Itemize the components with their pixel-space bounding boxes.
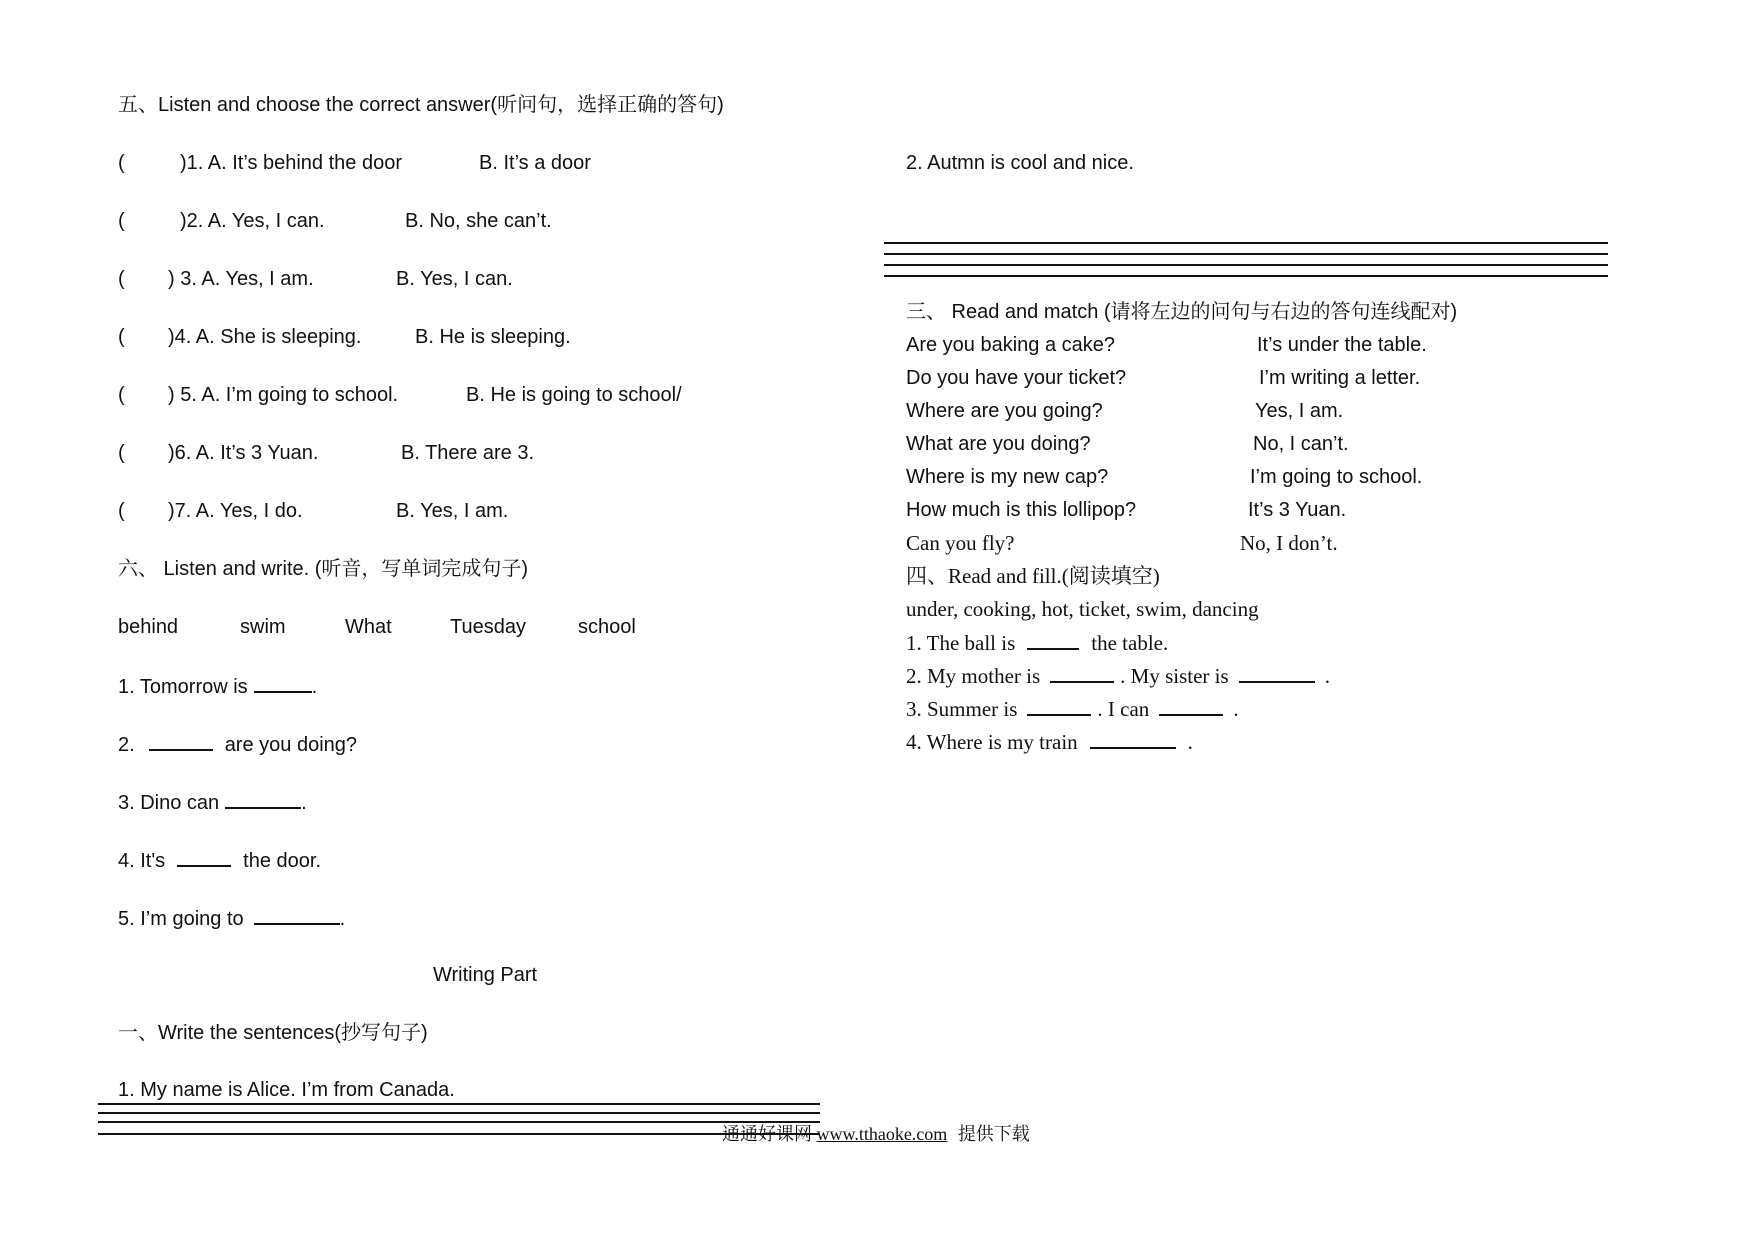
option-b: B. There are 3. <box>401 442 535 464</box>
read-fill-question-2 <box>906 663 1330 688</box>
writing-line[interactable] <box>98 1112 820 1114</box>
match-answer[interactable]: I’m going to school. <box>1250 466 1423 488</box>
word-bank-item: Tuesday <box>450 616 526 638</box>
list-item <box>118 325 125 349</box>
question-text: 4. It's <box>118 850 166 872</box>
question-text: 1. The ball is <box>906 631 1016 655</box>
writing-line[interactable] <box>884 275 1608 277</box>
match-question[interactable]: Are you baking a cake? <box>906 334 1116 356</box>
question-text: 2. My mother is <box>906 664 1041 688</box>
question-text: 4. Where is my train <box>906 730 1078 754</box>
read-fill-question-4 <box>906 729 1193 754</box>
fill-question-1 <box>118 673 317 699</box>
writing-line[interactable] <box>98 1133 820 1135</box>
question-text: . <box>1187 730 1193 754</box>
list-item <box>118 209 125 233</box>
footer-brand: 通通好课网 <box>722 1124 812 1144</box>
question-text: 3. Dino can <box>118 792 220 814</box>
answer-blank[interactable] <box>225 789 301 809</box>
question-text: . My sister is <box>1120 664 1229 688</box>
match-answer[interactable]: No, I don’t. <box>1240 531 1338 555</box>
fill-question-4 <box>118 847 321 873</box>
question-text: 1. Tomorrow is <box>118 676 248 698</box>
option-b: B. He is going to school/ <box>466 384 682 406</box>
list-item <box>118 151 125 175</box>
question-text: . <box>1233 697 1239 721</box>
answer-blank[interactable] <box>254 905 340 925</box>
match-answer[interactable]: No, I can’t. <box>1253 433 1349 455</box>
list-item <box>118 499 125 523</box>
answer-blank[interactable] <box>1239 663 1315 683</box>
question-text: . I can <box>1097 697 1150 721</box>
section4-word-list: under, cooking, hot, ticket, swim, dancing <box>906 597 1259 621</box>
option-a: ) 3. A. Yes, I am. <box>168 268 314 290</box>
question-text: 5. I’m going to <box>118 908 244 930</box>
option-a: )2. A. Yes, I can. <box>180 210 325 232</box>
answer-paren[interactable]: ( <box>118 442 125 464</box>
question-text: are you doing? <box>224 734 358 756</box>
list-item <box>118 267 125 291</box>
match-question[interactable]: Do you have your ticket? <box>906 367 1127 389</box>
section3-title: 三、 Read and match (请将左边的问句与右边的答句连线配对) <box>906 301 1458 323</box>
question-text: 3. Summer is <box>906 697 1018 721</box>
option-b: B. He is sleeping. <box>415 326 571 348</box>
writing-line[interactable] <box>884 253 1608 255</box>
answer-paren[interactable]: ( <box>118 152 125 174</box>
match-question[interactable]: What are you doing? <box>906 433 1091 455</box>
section4-title: 四、Read and fill.(阅读填空) <box>906 564 1160 588</box>
copy-sentence-2: 2. Autmn is cool and nice. <box>906 152 1134 174</box>
writing-part-heading: Writing Part <box>433 964 538 986</box>
answer-blank[interactable] <box>1027 630 1079 650</box>
copy-sentence-1: 1. My name is Alice. I’m from Canada. <box>118 1079 455 1101</box>
option-b: B. Yes, I can. <box>396 268 513 290</box>
list-item <box>118 441 125 465</box>
fill-question-5 <box>118 905 345 931</box>
fill-question-2 <box>118 731 357 757</box>
match-question[interactable]: How much is this lollipop? <box>906 499 1137 521</box>
question-text: 2. <box>118 734 135 756</box>
writing-line[interactable] <box>884 242 1608 244</box>
writing-line[interactable] <box>98 1121 820 1123</box>
answer-paren[interactable]: ( <box>118 268 125 290</box>
writing-section1-title: 一、Write the sentences(抄写句子) <box>118 1022 428 1044</box>
footer-site-link[interactable]: www.tthaoke.com <box>816 1124 948 1144</box>
word-bank-item: behind <box>118 616 179 638</box>
writing-line[interactable] <box>98 1103 820 1105</box>
read-fill-question-3 <box>906 696 1239 721</box>
question-text: . <box>1324 664 1330 688</box>
option-b: B. It’s a door <box>479 152 591 174</box>
option-a: ) 5. A. I’m going to school. <box>168 384 399 406</box>
answer-blank[interactable] <box>177 847 231 867</box>
option-a: )4. A. She is sleeping. <box>168 326 362 348</box>
match-answer[interactable]: Yes, I am. <box>1255 400 1344 422</box>
question-text: . <box>311 676 318 698</box>
answer-blank[interactable] <box>254 673 312 693</box>
answer-blank[interactable] <box>1050 663 1114 683</box>
match-question[interactable]: Where is my new cap? <box>906 466 1109 488</box>
section5-title: 五、Listen and choose the correct answer(听问句，选择正确的答句) <box>118 94 724 116</box>
section6-title: 六、 Listen and write. (听音，写单词完成句子) <box>118 558 529 580</box>
writing-line[interactable] <box>884 264 1608 266</box>
option-a: )6. A. It’s 3 Yuan. <box>168 442 319 464</box>
match-answer[interactable]: It’s under the table. <box>1257 334 1427 356</box>
answer-paren[interactable]: ( <box>118 326 125 348</box>
option-b: B. No, she can’t. <box>405 210 552 232</box>
answer-blank[interactable] <box>1159 696 1223 716</box>
option-b: B. Yes, I am. <box>396 500 509 522</box>
footer-suffix: 提供下载 <box>957 1124 1030 1144</box>
word-bank-item: swim <box>240 616 286 638</box>
answer-blank[interactable] <box>149 731 213 751</box>
list-item <box>118 383 125 407</box>
fill-question-3 <box>118 789 307 815</box>
match-answer[interactable]: It’s 3 Yuan. <box>1248 499 1347 521</box>
answer-paren[interactable]: ( <box>118 500 125 522</box>
option-a: )7. A. Yes, I do. <box>168 500 303 522</box>
question-text: the door. <box>243 850 322 872</box>
match-question[interactable]: Can you fly? <box>906 531 1015 555</box>
word-bank-item: school <box>578 616 636 638</box>
read-fill-question-1 <box>906 630 1168 655</box>
answer-blank[interactable] <box>1090 729 1176 749</box>
match-answer[interactable]: I’m writing a letter. <box>1259 367 1421 389</box>
answer-blank[interactable] <box>1027 696 1091 716</box>
question-text: the table. <box>1091 631 1169 655</box>
question-text: . <box>301 792 307 814</box>
answer-paren[interactable]: ( <box>118 384 125 406</box>
match-question[interactable]: Where are you going? <box>906 400 1103 422</box>
word-bank-item: What <box>345 616 392 638</box>
answer-paren[interactable]: ( <box>118 210 125 232</box>
footer <box>722 1122 1030 1146</box>
option-a: )1. A. It’s behind the door <box>180 152 403 174</box>
question-text: . <box>339 908 346 930</box>
